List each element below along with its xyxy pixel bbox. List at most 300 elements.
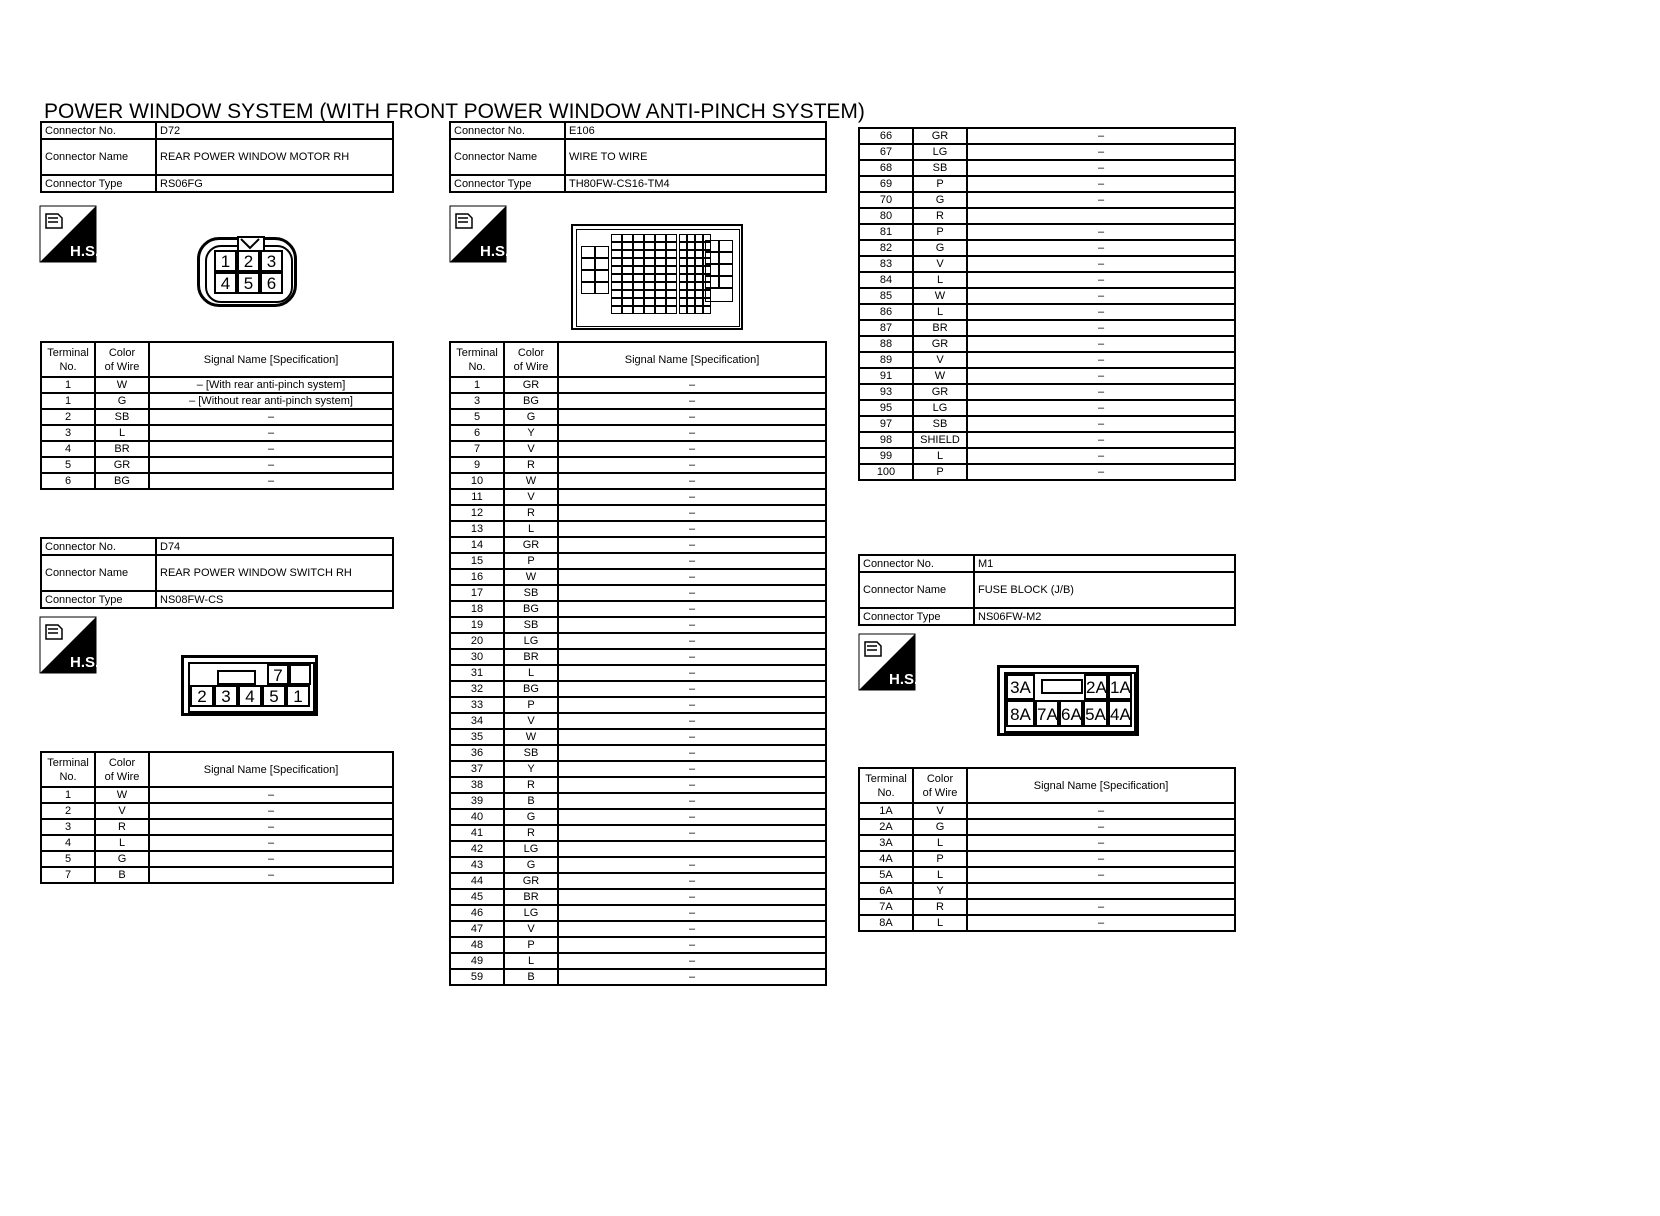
- d74-connector-info: [40, 537, 394, 609]
- pin: [622, 266, 633, 274]
- wire-color-cell: SB: [504, 585, 558, 601]
- connector-type-label: Connector Type: [450, 175, 565, 192]
- signal-name-cell: –: [558, 649, 826, 665]
- table-row: [450, 393, 826, 409]
- pin: [289, 664, 311, 685]
- signal-name-cell: –: [558, 377, 826, 393]
- pin: [644, 290, 655, 298]
- pin: [687, 274, 695, 282]
- table-row: [450, 697, 826, 713]
- table-row: [41, 425, 393, 441]
- terminal-no-cell: 83: [859, 256, 913, 272]
- d72-connector-face: [197, 237, 297, 307]
- pin: [695, 258, 703, 266]
- terminal-no-cell: 4: [41, 835, 95, 851]
- wire-color-cell: V: [913, 352, 967, 368]
- terminal-no-cell: 6: [41, 473, 95, 489]
- terminal-no-cell: 5: [41, 851, 95, 867]
- connector-name-label: Connector Name: [41, 555, 156, 591]
- wire-color-cell: GR: [913, 336, 967, 352]
- wire-color-cell: BR: [504, 649, 558, 665]
- pin: [666, 282, 677, 290]
- pin: [687, 250, 695, 258]
- table-row: [450, 825, 826, 841]
- signal-name-cell: [967, 208, 1235, 224]
- terminal-no-cell: 80: [859, 208, 913, 224]
- pin: [622, 282, 633, 290]
- table-row: [41, 473, 393, 489]
- signal-name-cell: –: [558, 745, 826, 761]
- m1-connector-info: [858, 554, 1236, 626]
- pin: [633, 306, 644, 314]
- table-row: [450, 665, 826, 681]
- d72-connector-type: RS06FG: [156, 175, 393, 192]
- signal-name-cell: –: [558, 553, 826, 569]
- connector-no-label: Connector No.: [41, 538, 156, 555]
- table-row: [450, 905, 826, 921]
- terminal-no-cell: 3: [41, 425, 95, 441]
- pin: [655, 250, 666, 258]
- wire-color-cell: BG: [504, 393, 558, 409]
- wire-color-cell: B: [504, 793, 558, 809]
- pin: [655, 306, 666, 314]
- signal-name-header: Signal Name [Specification]: [149, 342, 393, 377]
- table-row: [450, 377, 826, 393]
- terminal-no-cell: 69: [859, 176, 913, 192]
- terminal-no-cell: 34: [450, 713, 504, 729]
- pin: [655, 234, 666, 242]
- pin: 1: [286, 685, 310, 707]
- terminal-no-cell: 1: [41, 377, 95, 393]
- table-row: [859, 128, 1235, 144]
- wire-color-cell: W: [95, 377, 149, 393]
- signal-name-cell: –: [967, 288, 1235, 304]
- wire-color-cell: W: [913, 368, 967, 384]
- harness-side-icon: [450, 206, 510, 262]
- table-row: [450, 537, 826, 553]
- pin: 1: [214, 250, 237, 272]
- wire-color-cell: SB: [913, 160, 967, 176]
- terminal-no-cell: 36: [450, 745, 504, 761]
- pin: [581, 246, 595, 258]
- terminal-no-header: Terminal No.: [41, 752, 95, 787]
- pin: [611, 298, 622, 306]
- wire-color-cell: L: [95, 835, 149, 851]
- terminal-no-cell: 32: [450, 681, 504, 697]
- wire-color-cell: L: [913, 867, 967, 883]
- signal-name-cell: –: [967, 416, 1235, 432]
- pin: 2A: [1084, 674, 1108, 700]
- table-row: [450, 489, 826, 505]
- pin: [644, 282, 655, 290]
- d74-connector-no: D74: [156, 538, 393, 555]
- wire-color-cell: V: [504, 713, 558, 729]
- connector-no-label: Connector No.: [41, 122, 156, 139]
- hs-label: H.S.: [70, 654, 100, 671]
- pin: [611, 266, 622, 274]
- signal-name-cell: –: [558, 585, 826, 601]
- table-row: [41, 393, 393, 409]
- terminal-no-cell: 2: [41, 803, 95, 819]
- wire-color-cell: GR: [913, 384, 967, 400]
- d72-connector-info: [40, 121, 394, 193]
- connector-type-label: Connector Type: [859, 608, 974, 625]
- signal-name-cell: –: [558, 809, 826, 825]
- pin: 6A: [1059, 700, 1083, 727]
- pin: 7A: [1035, 700, 1059, 727]
- pin: [687, 242, 695, 250]
- pin: [633, 242, 644, 250]
- terminal-no-cell: 99: [859, 448, 913, 464]
- wire-color-cell: BG: [95, 473, 149, 489]
- wire-color-cell: G: [504, 857, 558, 873]
- table-row: [450, 953, 826, 969]
- wire-color-cell: G: [95, 393, 149, 409]
- pin: [719, 276, 733, 288]
- pin: [644, 250, 655, 258]
- connector-type-label: Connector Type: [41, 175, 156, 192]
- terminal-no-cell: 84: [859, 272, 913, 288]
- table-row: [859, 803, 1235, 819]
- table-row: [41, 441, 393, 457]
- pin: [687, 234, 695, 242]
- wire-color-cell: G: [95, 851, 149, 867]
- terminal-no-cell: 88: [859, 336, 913, 352]
- pin: [644, 306, 655, 314]
- table-row: [450, 889, 826, 905]
- signal-name-cell: –: [149, 819, 393, 835]
- wire-color-cell: V: [913, 803, 967, 819]
- connector-name-label: Connector Name: [859, 572, 974, 608]
- e106-connector-name: WIRE TO WIRE: [565, 139, 826, 175]
- pin: [679, 266, 687, 274]
- pin: [633, 290, 644, 298]
- table-row: [41, 835, 393, 851]
- table-row: [450, 761, 826, 777]
- terminal-no-header: Terminal No.: [450, 342, 504, 377]
- terminal-no-cell: 14: [450, 537, 504, 553]
- signal-name-cell: –: [558, 857, 826, 873]
- pin: [611, 274, 622, 282]
- wire-color-cell: GR: [504, 873, 558, 889]
- wire-color-cell: L: [504, 521, 558, 537]
- connector-name-label: Connector Name: [450, 139, 565, 175]
- signal-name-header: Signal Name [Specification]: [967, 768, 1235, 803]
- signal-name-cell: –: [149, 473, 393, 489]
- wire-color-cell: LG: [913, 144, 967, 160]
- table-row: [450, 777, 826, 793]
- m1-connector-type: NS06FW-M2: [974, 608, 1235, 625]
- pin: [666, 234, 677, 242]
- d74-connector-face: [181, 655, 318, 716]
- pin: 2: [237, 250, 260, 272]
- pin: [679, 298, 687, 306]
- pin: [679, 306, 687, 314]
- table-row: [41, 787, 393, 803]
- terminal-no-header: Terminal No.: [859, 768, 913, 803]
- wire-color-cell: SHIELD: [913, 432, 967, 448]
- terminal-no-cell: 4A: [859, 851, 913, 867]
- wire-color-cell: B: [95, 867, 149, 883]
- pin: [595, 270, 609, 282]
- d72-terminal-table: [40, 341, 394, 490]
- pin: [705, 288, 733, 302]
- pin: [611, 282, 622, 290]
- d72-connector-name: REAR POWER WINDOW MOTOR RH: [156, 139, 393, 175]
- terminal-no-cell: 3: [450, 393, 504, 409]
- signal-name-cell: –: [967, 320, 1235, 336]
- pin: [679, 274, 687, 282]
- pin: 5: [262, 685, 286, 707]
- table-row: [41, 377, 393, 393]
- signal-name-cell: –: [558, 505, 826, 521]
- terminal-no-cell: 49: [450, 953, 504, 969]
- signal-name-cell: –: [967, 176, 1235, 192]
- signal-name-cell: –: [558, 953, 826, 969]
- color-of-wire-header: Color of Wire: [95, 342, 149, 377]
- table-row: [859, 160, 1235, 176]
- table-row: [859, 224, 1235, 240]
- pin: [633, 298, 644, 306]
- terminal-no-cell: 47: [450, 921, 504, 937]
- wire-color-cell: L: [913, 272, 967, 288]
- signal-name-cell: –: [967, 464, 1235, 480]
- pin: [611, 250, 622, 258]
- terminal-no-cell: 38: [450, 777, 504, 793]
- table-row: [859, 304, 1235, 320]
- e106-terminal-table: [449, 341, 827, 986]
- pin: 5A: [1083, 700, 1108, 727]
- terminal-no-cell: 87: [859, 320, 913, 336]
- terminal-no-cell: 15: [450, 553, 504, 569]
- terminal-no-cell: 1A: [859, 803, 913, 819]
- table-row: [450, 809, 826, 825]
- pin: [666, 250, 677, 258]
- signal-name-cell: –: [967, 803, 1235, 819]
- pin: [705, 240, 719, 252]
- pin: [633, 234, 644, 242]
- pin: [581, 270, 595, 282]
- page-title: POWER WINDOW SYSTEM (WITH FRONT POWER WINDOW ANTI-PINCH SYSTEM): [44, 100, 865, 123]
- wire-color-cell: SB: [913, 416, 967, 432]
- terminal-no-cell: 39: [450, 793, 504, 809]
- pin: [666, 266, 677, 274]
- pin: [611, 306, 622, 314]
- wire-color-cell: GR: [504, 537, 558, 553]
- table-row: [450, 729, 826, 745]
- terminal-no-cell: 70: [859, 192, 913, 208]
- pin: [581, 282, 595, 294]
- table-row: [859, 400, 1235, 416]
- table-row: [450, 745, 826, 761]
- table-row: [859, 240, 1235, 256]
- e106-connector-no: E106: [565, 122, 826, 139]
- signal-name-cell: –: [149, 835, 393, 851]
- table-row: [41, 819, 393, 835]
- pin: [695, 274, 703, 282]
- signal-name-cell: –: [558, 665, 826, 681]
- pin: [705, 252, 719, 264]
- table-row: [450, 425, 826, 441]
- wire-color-cell: Y: [504, 425, 558, 441]
- terminal-no-cell: 7: [41, 867, 95, 883]
- terminal-no-cell: 13: [450, 521, 504, 537]
- pin: [595, 258, 609, 270]
- terminal-no-cell: 43: [450, 857, 504, 873]
- terminal-no-cell: 1: [41, 393, 95, 409]
- terminal-no-cell: 1: [450, 377, 504, 393]
- wire-color-cell: L: [913, 304, 967, 320]
- table-row: [859, 883, 1235, 899]
- pin: [719, 264, 733, 276]
- table-row: [859, 867, 1235, 883]
- terminal-no-cell: 2A: [859, 819, 913, 835]
- pin: [695, 250, 703, 258]
- signal-name-cell: –: [558, 889, 826, 905]
- wire-color-cell: V: [504, 921, 558, 937]
- terminal-no-cell: 30: [450, 649, 504, 665]
- connector-no-label: Connector No.: [450, 122, 565, 139]
- pin: 5: [237, 272, 260, 294]
- signal-name-cell: –: [149, 787, 393, 803]
- table-row: [450, 857, 826, 873]
- connector-name-label: Connector Name: [41, 139, 156, 175]
- wire-color-cell: GR: [913, 128, 967, 144]
- signal-name-cell: –: [967, 432, 1235, 448]
- pin: [687, 306, 695, 314]
- wire-color-cell: Y: [913, 883, 967, 899]
- terminal-no-cell: 20: [450, 633, 504, 649]
- table-row: [450, 441, 826, 457]
- signal-name-cell: –: [558, 777, 826, 793]
- terminal-no-cell: 67: [859, 144, 913, 160]
- signal-name-cell: –: [558, 873, 826, 889]
- pin: 1A: [1108, 674, 1132, 700]
- table-row: [859, 320, 1235, 336]
- pin: [644, 274, 655, 282]
- color-of-wire-header: Color of Wire: [913, 768, 967, 803]
- table-row: [859, 208, 1235, 224]
- signal-name-cell: –: [967, 256, 1235, 272]
- signal-name-cell: –: [967, 867, 1235, 883]
- signal-name-cell: –: [967, 224, 1235, 240]
- wire-color-cell: SB: [504, 745, 558, 761]
- table-row: [450, 617, 826, 633]
- signal-name-cell: –: [558, 489, 826, 505]
- color-of-wire-header: Color of Wire: [95, 752, 149, 787]
- wire-color-cell: P: [504, 697, 558, 713]
- terminal-no-cell: 41: [450, 825, 504, 841]
- table-row: [41, 409, 393, 425]
- terminal-no-cell: 40: [450, 809, 504, 825]
- pin: [687, 290, 695, 298]
- wire-color-cell: R: [504, 777, 558, 793]
- signal-name-cell: – [With rear anti-pinch system]: [149, 377, 393, 393]
- signal-name-cell: –: [558, 921, 826, 937]
- terminal-no-cell: 31: [450, 665, 504, 681]
- terminal-no-cell: 17: [450, 585, 504, 601]
- pin: 4: [238, 685, 262, 707]
- harness-side-icon: [40, 206, 100, 262]
- pin: 7: [267, 664, 289, 685]
- d74-connector-name: REAR POWER WINDOW SWITCH RH: [156, 555, 393, 591]
- wire-color-cell: LG: [504, 633, 558, 649]
- wire-color-cell: BG: [504, 601, 558, 617]
- pin: [622, 258, 633, 266]
- wire-color-cell: L: [913, 915, 967, 931]
- wire-color-cell: R: [913, 899, 967, 915]
- pin: [622, 290, 633, 298]
- wire-color-cell: R: [95, 819, 149, 835]
- connector-type-label: Connector Type: [41, 591, 156, 608]
- signal-name-cell: –: [558, 825, 826, 841]
- signal-name-cell: –: [967, 899, 1235, 915]
- pin: [695, 234, 703, 242]
- terminal-no-cell: 44: [450, 873, 504, 889]
- signal-name-cell: –: [967, 336, 1235, 352]
- signal-name-cell: –: [558, 473, 826, 489]
- pin: [644, 258, 655, 266]
- terminal-no-cell: 91: [859, 368, 913, 384]
- signal-name-cell: –: [558, 393, 826, 409]
- wire-color-cell: LG: [504, 905, 558, 921]
- wire-color-cell: V: [504, 441, 558, 457]
- hs-label: H.S.: [480, 243, 510, 260]
- pin: [595, 246, 609, 258]
- wire-color-cell: G: [913, 192, 967, 208]
- wire-color-cell: L: [95, 425, 149, 441]
- terminal-no-cell: 11: [450, 489, 504, 505]
- table-row: [450, 873, 826, 889]
- signal-name-cell: –: [558, 793, 826, 809]
- pin: [622, 306, 633, 314]
- terminal-no-cell: 85: [859, 288, 913, 304]
- signal-name-cell: –: [967, 272, 1235, 288]
- wire-color-cell: W: [504, 473, 558, 489]
- wire-color-cell: LG: [913, 400, 967, 416]
- signal-name-header: Signal Name [Specification]: [558, 342, 826, 377]
- table-row: [859, 272, 1235, 288]
- terminal-no-header: Terminal No.: [41, 342, 95, 377]
- pin: [622, 274, 633, 282]
- terminal-no-cell: 100: [859, 464, 913, 480]
- pin: [611, 258, 622, 266]
- table-row: [450, 921, 826, 937]
- wire-color-cell: BR: [913, 320, 967, 336]
- pin: [644, 242, 655, 250]
- terminal-no-cell: 3: [41, 819, 95, 835]
- harness-side-icon: [859, 634, 919, 690]
- signal-name-cell: –: [558, 633, 826, 649]
- table-row: [41, 457, 393, 473]
- table-row: [450, 457, 826, 473]
- table-row: [41, 867, 393, 883]
- d72-connector-no: D72: [156, 122, 393, 139]
- table-row: [450, 569, 826, 585]
- pin: [679, 242, 687, 250]
- pin: 3: [260, 250, 283, 272]
- table-row: [859, 851, 1235, 867]
- terminal-no-cell: 6: [450, 425, 504, 441]
- wire-color-cell: W: [504, 569, 558, 585]
- pin: [679, 258, 687, 266]
- table-row: [450, 681, 826, 697]
- signal-name-header: Signal Name [Specification]: [149, 752, 393, 787]
- terminal-no-cell: 8A: [859, 915, 913, 931]
- pin: 2: [190, 685, 214, 707]
- signal-name-cell: [558, 841, 826, 857]
- pin: [695, 266, 703, 274]
